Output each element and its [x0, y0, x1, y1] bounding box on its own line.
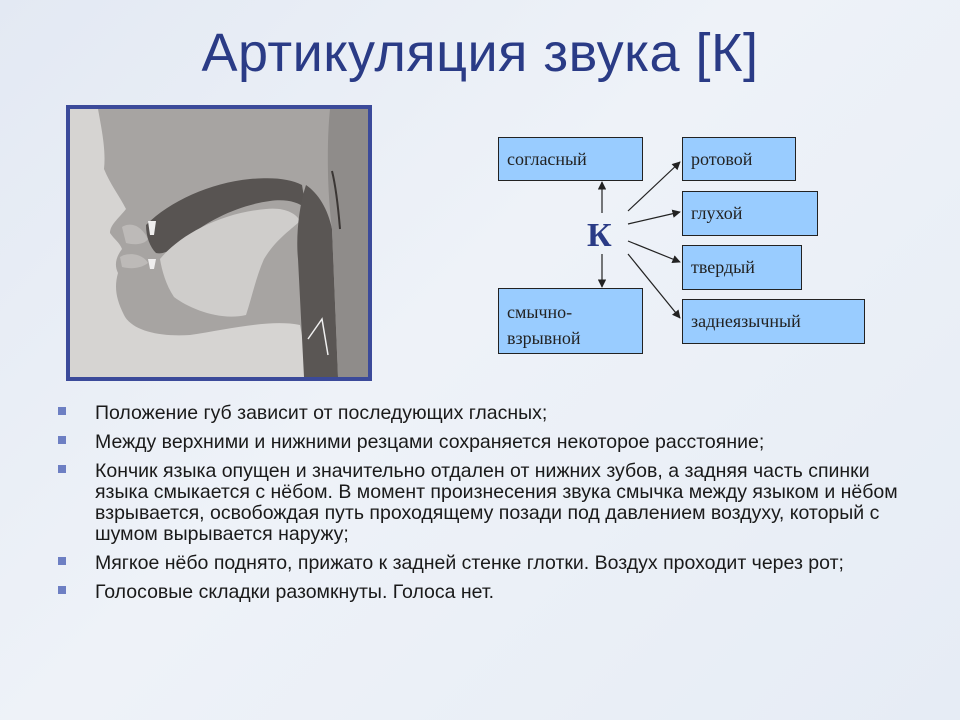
box-tverdy: твердый	[682, 245, 802, 290]
bullet-text: Голосовые складки разомкнуты. Голоса нет.	[95, 581, 495, 603]
box-soglasny: согласный	[498, 137, 643, 181]
bullet-square-icon	[58, 407, 66, 415]
bullet-text: Мягкое нёбо поднято, прижато к задней стенке глотки. Воздух проходит через рот;	[95, 552, 844, 574]
bullet-text: Кончик языка опущен и значительно отдален от нижних зубов, а задняя часть спинки языка смыкается с нёбом. В момент произнесения звука смычка между языком и нёбом взрывается, освобождая путь проходящему позади под давлением воздуху, который с шумом вырывается наружу;	[95, 460, 898, 545]
bullet-text: Положение губ зависит от последующих гласных;	[95, 402, 548, 424]
articulation-image	[66, 105, 372, 381]
bullet-item	[58, 432, 918, 453]
arrow-to-tverdy	[628, 241, 680, 262]
bullet-item	[58, 553, 918, 574]
box-smychno: смычно-взрывной	[498, 288, 643, 354]
center-letter: К	[587, 217, 612, 254]
bullet-item	[58, 403, 918, 424]
vocal-tract-profile	[70, 109, 368, 377]
bullet-square-icon	[58, 436, 66, 444]
bullet-item	[58, 461, 918, 545]
slide-title: Артикуляция звука [К]	[201, 23, 759, 83]
bullet-item	[58, 582, 918, 603]
box-zadneyazychny: заднеязычный	[682, 299, 865, 344]
bullet-square-icon	[58, 557, 66, 565]
bullet-square-icon	[58, 465, 66, 473]
bullet-square-icon	[58, 586, 66, 594]
box-rotovoy: ротовой	[682, 137, 796, 181]
box-glukhoy: глухой	[682, 191, 818, 236]
arrow-to-glukhoy	[628, 212, 680, 224]
bullet-list	[58, 403, 918, 611]
bullet-text: Между верхними и нижними резцами сохраняется некоторое расстояние;	[95, 431, 765, 453]
